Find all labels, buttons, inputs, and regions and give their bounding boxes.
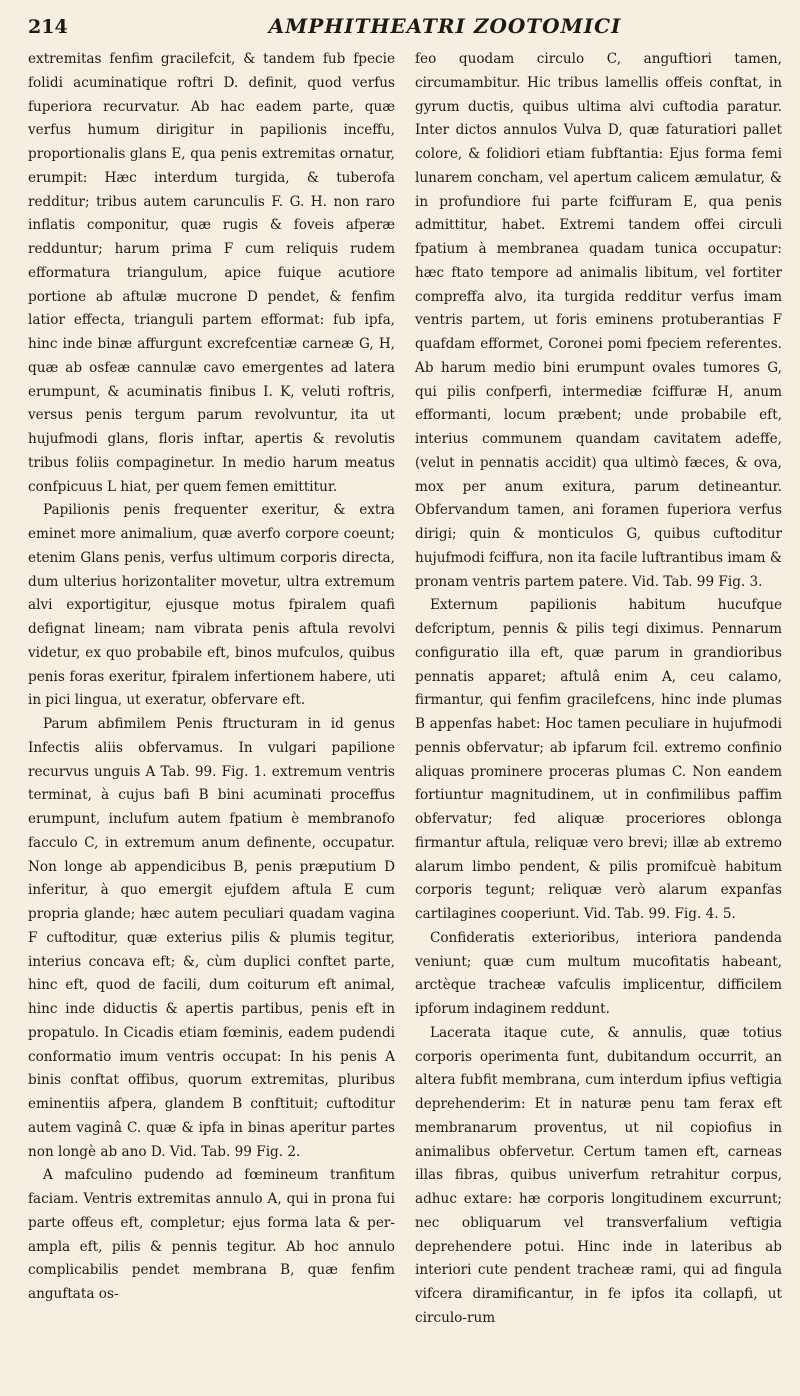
paragraph: Papilionis penis frequenter exeritur, & extra eminet more animalium, quæ averfo corpore coeunt; etenim Glans penis, verfus ultimum corporis directa, dum ulterius horizontaliter movetur, ultra extremum alvi exportigitur, ejusque motus fpiralem quafi defignat lineam; nam vibrata penis aftula revolvi videtur, ex quo probabile eft, binos mufculos, quibus penis foras exeritur, fpiralem infertionem habere, uti in pici lingua, ut exeratur, obfervare eft.	[28, 502, 395, 709]
right-column	[415, 48, 782, 1331]
paragraph: Confideratis exterioribus, interiora pandenda veniunt; quæ cum multum mucofitatis habeant, arctèque tracheæ vafculis implicentur, difficilem ipforum indaginem reddunt.	[415, 929, 782, 1017]
left-column	[28, 48, 395, 1331]
page-number: 214	[28, 16, 68, 38]
paragraph: Parum abfimilem Penis ftructuram in id genus Infectis aliis obfervamus. In vulgari papilione recurvus unguis A Tab. 99. Fig. 1. extremum ventris terminat, à cujus bafi B bini acuminati proceffus erumpunt, inclufum autem fpatium è membranofo facculo C, in extremum anum definente, occupatur. Non longe ab appendicibus B, penis præputium D inferitur, à quo emergit ejufdem aftula E cum propria glande; hæc autem peculiari quadam vagina F cuftoditur, quæ exterius pilis & plumis tegitur, interius concava eft; &, cùm duplici conftet parte, hinc eft, quod de facili, dum coiturum eft animal, hinc inde diductis & apertis partibus, penis eft in propatulo. In Cicadis etiam fœminis, eadem pudendi conformatio imum ventris occupat: In his penis A binis conftat offibus, quorum extremitas, pluribus eminentiis afpera, glandem B conftituit; cuftoditur autem vaginâ C. quæ & ipfa in binas aperitur partes non longè ab ano D. Vid. Tab. 99 Fig. 2.	[28, 716, 395, 1160]
page-header	[28, 14, 782, 40]
paragraph: Lacerata itaque cute, & annulis, quæ totius corporis operimenta funt, dubitandum occurrit, an altera fubfit membrana, cum interdum ipfius veftigia deprehenderim: Et in naturæ penu tam ferax eft membranarum proventus, ut nil copiofius in animalibus obfervetur. Certum tamen eft, carneas illas fibras, quibus univerfum retrahitur corpus, adhuc extare: hæ corporis longitudinem excurrunt; nec obliquarum vel transverfalium veftigia deprehendere potui. Hinc inde in lateribus ab interiori cute pendent tracheæ rami, qui ad fingula vifcera diramificantur, in fe ipfos ita collapfi, ut circulo-rum	[415, 1024, 782, 1326]
text-columns	[28, 48, 782, 1331]
running-title: AMPHITHEATRI ZOOTOMICI	[268, 14, 622, 38]
paragraph: feo quodam circulo C, anguftiori tamen, circumambitur. Hic tribus lamellis offeis conftat, in gyrum ductis, quibus ultima alvi cuftodia paratur. Inter dictos annulos Vulva D, quæ faturatiori pallet colore, & folidiori etiam fubftantia: Ejus forma femi lunarem concham, vel apertum calicem æmulatur, & in profundiore fui parte fciffuram E, qua penis admittitur, habet. Extremi tandem offei circuli fpatium à membranea quadam tunica occupatur: hæc ftato tempore ad animalis libitum, vel fortiter compreffa alvo, ita turgida redditur verfus imam ventris partem, ut foris eminens protuberantias F quafdam efformet, Coronei pomi fpeciem referentes. Ab harum medio bini erumpunt ovales tumores G, qui pilis confperfi, intermediæ fciffuræ H, anum efformanti, locum præbent; unde probabile eft, interius communem quandam cavitatem adeffe, (velut in pennatis accidit) qua ultimò fæces, & ova, mox per anum exitura, parum detineantur. Obfervandum tamen, ani foramen fuperiora verfus dirigi; quin & monticulos G, quibus cuftoditur hujufmodi fciffura, non ita facile luftrantibus imam & pronam ventris partem patere. Vid. Tab. 99 Fig. 3.	[415, 51, 782, 590]
paragraph: A mafculino pudendo ad fœmineum tranfitum faciam. Ventris extremitas annulo A, qui in prona fui parte offeus eft, completur; ejus forma lata & per-ampla eft, pilis & pennis tegitur. Ab hoc annulo complicabilis pendet membrana B, quæ fenfim anguftata os-	[28, 1167, 395, 1302]
paragraph: extremitas fenfim gracilefcit, & tandem fub fpecie folidi acuminatique roftri D. definit, quod verfus fuperiora recurvatur. Ab hac eadem parte, quæ verfus humum dirigitur in papilionis inceffu, proportionalis glans E, qua penis extremitas ornatur, erumpit: Hæc interdum turgida, & tuberofa redditur; tribus autem carunculis F. G. H. non raro inflatis componitur, quæ rugis & foveis afperæ redduntur; harum prima F cum reliquis rudem efformatura triangulum, apice fuique acutiore portione ab aftulæ mucrone D pendet, & fenfim latior effecta, trianguli partem efformat: fub ipfa, hinc inde binæ affurgunt excrefcentiæ carneæ G, H, quæ ab osfeæ cannulæ cavo emergentes ad latera erumpunt, & acuminatis finibus I. K, veluti roftris, versus penis tergum parum revolvuntur, ita ut hujufmodi glans, floris inftar, apertis & revolutis tribus foliis compaginetur. In medio harum meatus confpicuus L hiat, per quem femen emittitur.	[28, 51, 395, 495]
paragraph: Externum papilionis habitum hucufque defcriptum, pennis & pilis tegi diximus. Pennarum configuratio illa eft, quæ parum in grandioribus pennatis apparet; aftulâ enim A, ceu calamo, firmantur, qui fenfim gracilefcens, hinc inde plumas B appenfas habet: Hoc tamen peculiare in hujufmodi pennis obfervatur; ab ipfarum fcil. extremo confinio aliquas prominere proceras plumas C. Non eandem fortiuntur magnitudinem, ut in confimilibus paffim obfervatur; fed aliquæ proceriores oblonga firmantur aftula, reliquæ vero brevi; illæ ab extremo alarum limbo pendent, & pilis promifcuè habitum corporis tegunt; reliquæ verò alarum expanfas cartilagines cooperiunt. Vid. Tab. 99. Fig. 4. 5.	[415, 597, 782, 922]
